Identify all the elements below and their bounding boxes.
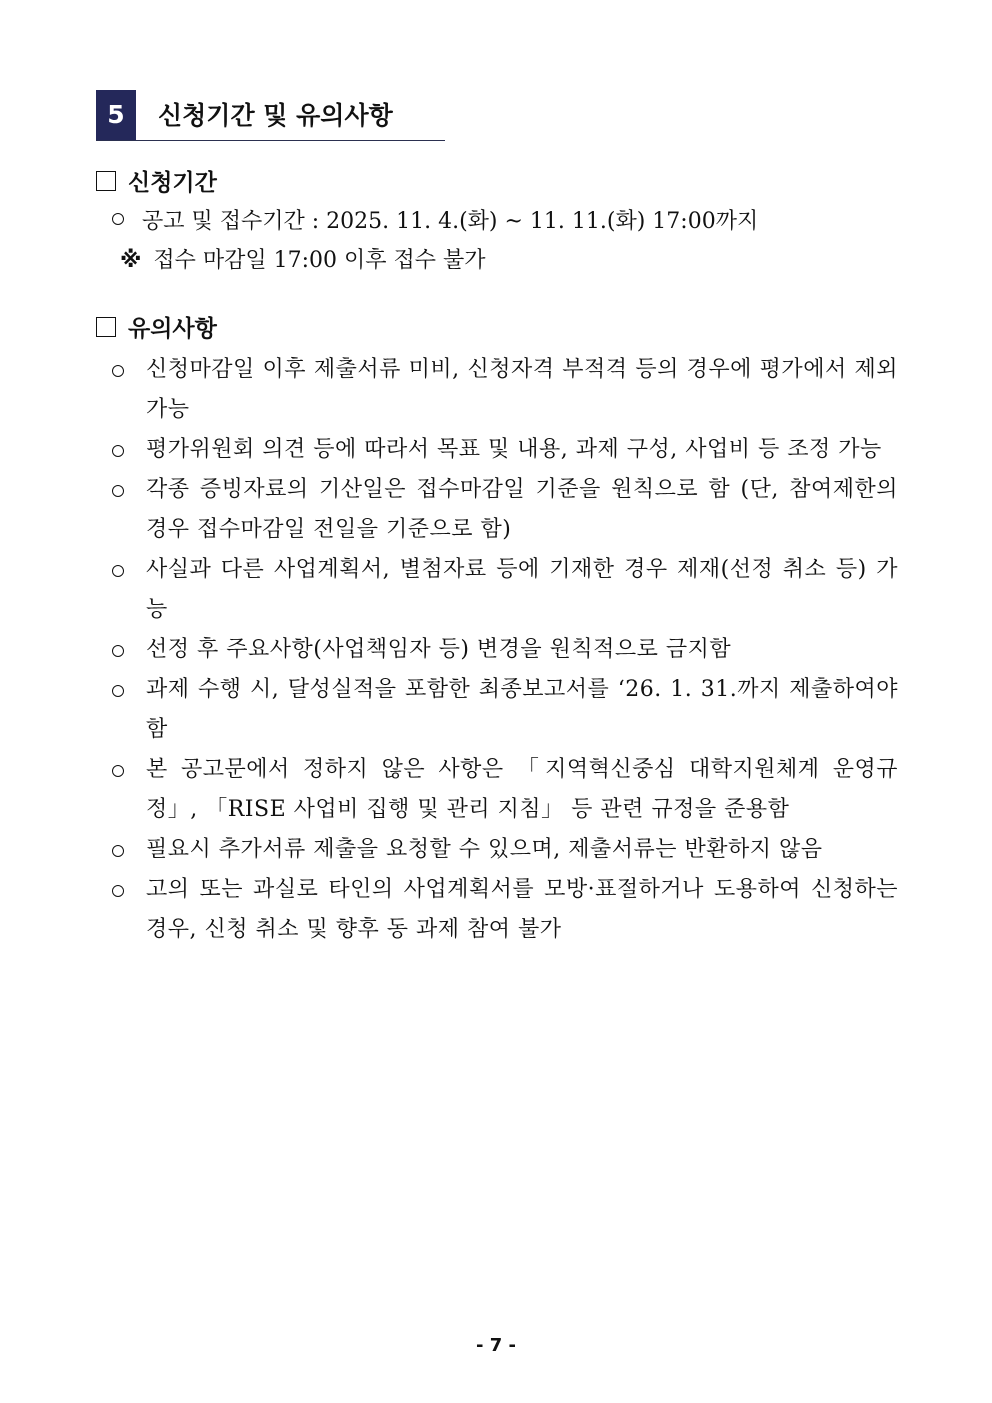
circle-bullet-icon <box>112 213 124 225</box>
circle-bullet-icon <box>112 445 124 457</box>
caution-text: 신청마감일 이후 제출서류 미비, 신청자격 부적격 등의 경우에 평가에서 제외 가능 <box>146 357 898 422</box>
circle-bullet-icon <box>112 685 124 697</box>
list-item <box>112 750 898 830</box>
list-item <box>112 630 898 670</box>
cautions-heading <box>96 312 217 346</box>
cautions-heading-text: 유의사항 <box>128 316 217 342</box>
circle-bullet-icon <box>112 765 124 777</box>
circle-bullet-icon <box>112 365 124 377</box>
caution-text: 사실과 다른 사업계획서, 별첨자료 등에 기재한 경우 제재(선정 취소 등) 가능 <box>146 557 898 622</box>
circle-bullet-icon <box>112 645 124 657</box>
checkbox-square-icon <box>96 171 116 191</box>
circle-bullet-icon <box>112 565 124 577</box>
caution-text: 과제 수행 시, 달성실적을 포함한 최종보고서를 ‘26. 1. 31.까지 제출하여야 함 <box>146 677 898 742</box>
list-item <box>112 830 898 870</box>
list-item <box>112 670 898 750</box>
page-number: - 7 - <box>476 1335 516 1356</box>
caution-text: 평가위원회 의견 등에 따라서 목표 및 내용, 과제 구성, 사업비 등 조정 가능 <box>146 437 882 462</box>
section-title: 신청기간 및 유의사항 <box>158 101 393 130</box>
circle-bullet-icon <box>112 885 124 897</box>
list-item <box>112 430 898 470</box>
reference-mark-icon: ※ <box>120 248 142 273</box>
period-heading-text: 신청기간 <box>128 170 217 196</box>
circle-bullet-icon <box>112 485 124 497</box>
circle-bullet-icon <box>112 845 124 857</box>
caution-text: 필요시 추가서류 제출을 요청할 수 있으며, 제출서류는 반환하지 않음 <box>146 837 823 862</box>
section-number: 5 <box>96 90 136 140</box>
caution-text: 선정 후 주요사항(사업책임자 등) 변경을 원칙적으로 금지함 <box>146 637 732 662</box>
period-note <box>120 244 486 278</box>
cautions-list <box>112 350 898 950</box>
list-item <box>112 350 898 430</box>
list-item <box>112 470 898 550</box>
caution-text: 고의 또는 과실로 타인의 사업계획서를 모방·표절하거나 도용하여 신청하는 경우, 신청 취소 및 향후 동 과제 참여 불가 <box>146 877 898 942</box>
section-header <box>96 90 445 141</box>
list-item <box>112 870 898 950</box>
checkbox-square-icon <box>96 317 116 337</box>
period-note-text: 접수 마감일 17:00 이후 접수 불가 <box>153 248 486 273</box>
period-heading <box>96 166 217 200</box>
period-line-text: 공고 및 접수기간 : 2025. 11. 4.(화) ~ 11. 11.(화) 17:00까지 <box>142 209 759 234</box>
period-line <box>112 205 758 239</box>
caution-text: 본 공고문에서 정하지 않은 사항은 「지역혁신중심 대학지원체계 운영규정」, 「RISE 사업비 집행 및 관리 지침」 등 관련 규정을 준용함 <box>146 757 898 822</box>
caution-text: 각종 증빙자료의 기산일은 접수마감일 기준을 원칙으로 함 (단, 참여제한의 경우 접수마감일 전일을 기준으로 함) <box>146 477 898 542</box>
list-item <box>112 550 898 630</box>
